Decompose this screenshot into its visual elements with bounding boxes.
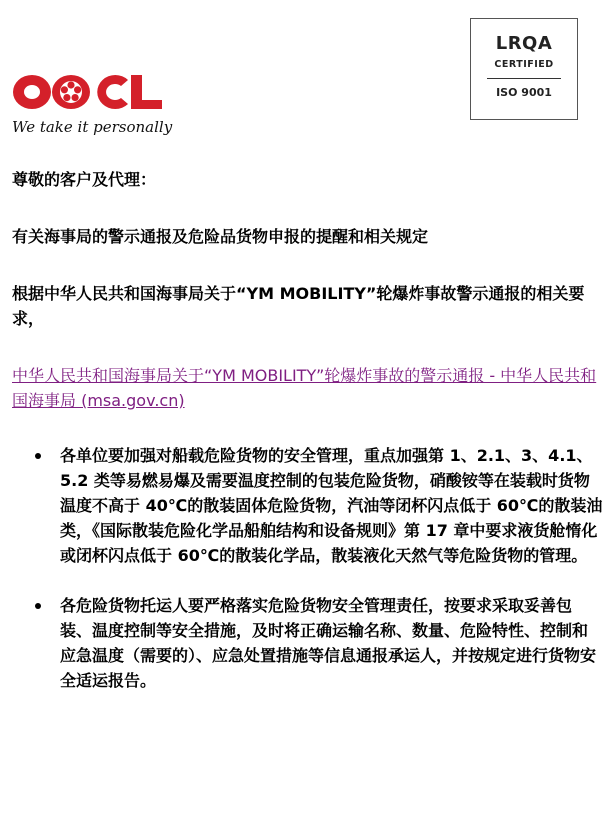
msa-notice-link[interactable]: 中华人民共和国海事局关于“YM MOBILITY”轮爆炸事故的警示通报 - 中华人民共和国海事局 (msa.gov.cn) [12, 366, 597, 410]
list-item-text: 各危险货物托运人要严格落实危险货物安全管理责任，按要求采取妥善包装、温度控制等安全措施，及时将正确运输名称、数量、危险特性、控制和应急温度（需要的）、应急处置措施等信息通报承运人，并按规定进行货物安全适运报告。 [60, 596, 597, 690]
bullet-dot [35, 453, 41, 459]
oocl-logo-mark [10, 68, 170, 116]
requirements-list [0, 443, 615, 718]
tagline: We take it personally [12, 118, 173, 136]
list-item [0, 593, 615, 693]
list-item-text: 各单位要加强对船载危险货物的安全管理，重点加强第 1、2.1、3、4.1、5.2 类等易燃易爆及需要温度控制的包装危险货物，硝酸铵等在装载时货物温度不高于 40℃的散装固体危险货物，汽油等闭杯闪点低于 60℃的散装油类，《国际散装危险化学品船舶结构和设备规则》第 17 章中要求液货舱惰化或闭杯闪点低于 60℃的散装化学品，散装液化天然气等危险货物的管理。 [60, 446, 603, 565]
bullet-dot [35, 603, 41, 609]
intro-paragraph: 根据中华人民共和国海事局关于“YM MOBILITY”轮爆炸事故警示通报的相关要求， [12, 284, 585, 328]
notice-subject: 有关海事局的警示通报及危险品货物申报的提醒和相关规定 [12, 227, 429, 246]
greeting: 尊敬的客户及代理： [12, 170, 157, 189]
cert-mark: LRQA [495, 33, 553, 54]
cert-divider [487, 78, 561, 79]
list-item [0, 443, 615, 568]
lrqa-certification-badge [470, 18, 578, 120]
cert-standard: ISO 9001 [496, 86, 552, 99]
cert-status: CERTIFIED [494, 59, 554, 70]
